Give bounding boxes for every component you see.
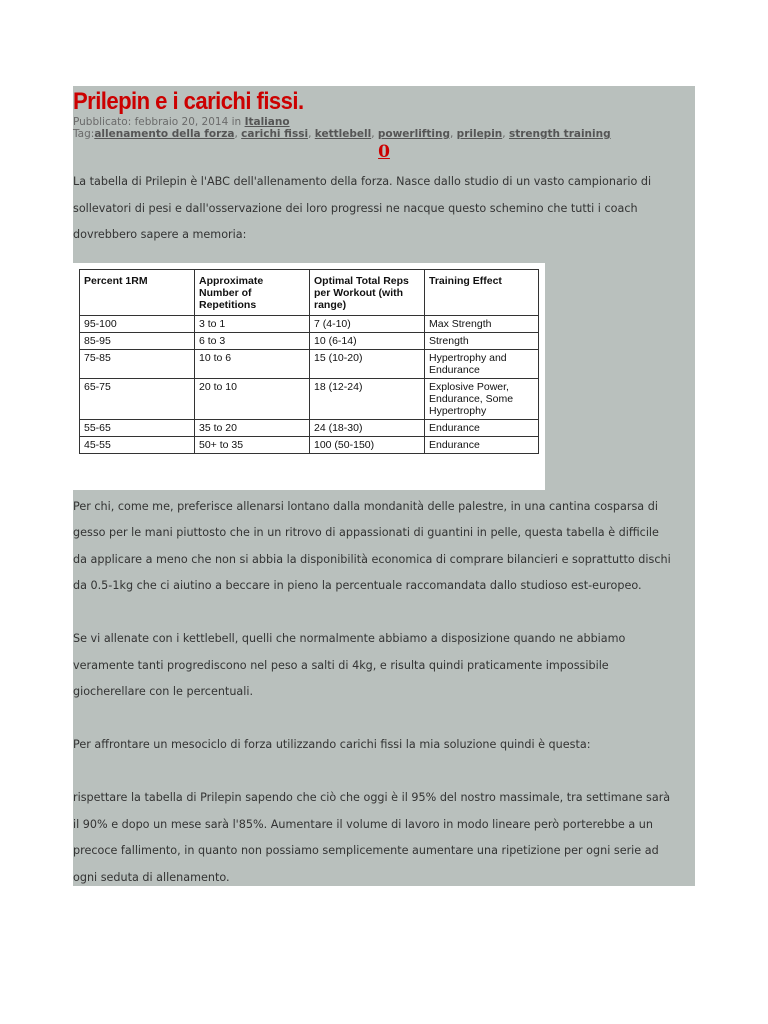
- table-cell: Explosive Power, Endurance, Some Hypertrophy: [425, 378, 539, 419]
- table-header-cell: Percent 1RM: [80, 269, 195, 315]
- paragraph-line: ogni seduta di allenamento.: [73, 870, 230, 884]
- published-date: febbraio 20, 2014: [134, 116, 229, 128]
- paragraph-line: Per affrontare un mesociclo di forza utilizzando carichi fissi la mia soluzione quindi è questa:: [73, 738, 591, 751]
- paragraph-gym: [73, 494, 695, 600]
- table-row: [80, 419, 539, 436]
- table-header-row: [80, 269, 539, 315]
- category-link[interactable]: Italiano: [244, 116, 290, 128]
- paragraph-line: Per chi, come me, preferisce allenarsi lontano dalla mondanità delle palestre, in una cantina cosparsa di: [73, 499, 658, 513]
- article: [73, 88, 695, 891]
- table-header-cell: Optimal Total Reps per Workout (with range): [310, 269, 425, 315]
- table-cell: 18 (12-24): [310, 378, 425, 419]
- paragraph-line: il 90% e dopo un mese sarà l'85%. Aumentare il volume di lavoro in modo lineare però porterebbe a un: [73, 817, 653, 831]
- published-in: in: [231, 116, 242, 128]
- table-row: [80, 436, 539, 453]
- post-published-line: [73, 116, 695, 128]
- tag-link[interactable]: allenamento della forza: [94, 128, 235, 140]
- table-cell: 6 to 3: [195, 332, 310, 349]
- table-cell: Hypertrophy and Endurance: [425, 349, 539, 378]
- paragraph-line: gesso per le mani piuttosto che in un ritrovo di appassionati di guantini in pelle, questa tabella è difficile: [73, 526, 659, 539]
- table-cell: Endurance: [425, 436, 539, 453]
- published-label: Pubblicato:: [73, 116, 132, 128]
- tag-link[interactable]: powerlifting: [377, 128, 450, 140]
- table-cell: 24 (18-30): [310, 419, 425, 436]
- table-cell: 15 (10-20): [310, 349, 425, 378]
- paragraph-solution-intro: [73, 732, 695, 759]
- table-row: [80, 349, 539, 378]
- table-cell: 10 (6-14): [310, 332, 425, 349]
- table-cell: 75-85: [80, 349, 195, 378]
- paragraph-line: da applicare a meno che non si abbia la disponibilità economica di comprare bilancieri e soprattutto dischi: [73, 552, 671, 566]
- paragraph-line: precoce fallimento, in quanto non possiamo semplicemente aumentare una ripetizione per ogni serie ad: [73, 844, 659, 857]
- table-cell: Max Strength: [425, 315, 539, 332]
- tags-label: Tag:: [73, 128, 95, 140]
- table-cell: Endurance: [425, 419, 539, 436]
- prilepin-table: [79, 269, 539, 454]
- table-cell: 35 to 20: [195, 419, 310, 436]
- table-cell: 20 to 10: [195, 378, 310, 419]
- prilepin-table-image: [73, 263, 545, 490]
- paragraph-line: veramente tanti progrediscono nel peso a salti di 4kg, e risulta quindi praticamente impossibile: [73, 658, 609, 672]
- table-row: [80, 378, 539, 419]
- paragraph-line: La tabella di Prilepin è l'ABC dell'allenamento della forza. Nasce dallo studio di un vasto campionario di: [73, 175, 652, 188]
- paragraph-line: dovrebbero sapere a memoria:: [73, 228, 247, 241]
- paragraph-line: Se vi allenate con i kettlebell, quelli che normalmente abbiamo a disposizione quando ne abbiamo: [73, 632, 626, 645]
- table-row: [80, 315, 539, 332]
- tag-link[interactable]: prilepin: [456, 128, 503, 140]
- paragraph-line: rispettare la tabella di Prilepin sapendo che ciò che oggi è il 95% del nostro massimale, tra settimane sarà: [73, 791, 671, 804]
- paragraph-line: da 0.5-1kg che ci aiutino a beccare in pieno la percentuale raccomandata dallo studioso est-europeo.: [73, 579, 642, 592]
- table-cell: 65-75: [80, 378, 195, 419]
- paragraph-line: sollevatori di pesi e dall'osservazione dei loro progressi ne nacque questo schemino che tutti i coach: [73, 201, 638, 215]
- table-cell: 10 to 6: [195, 349, 310, 378]
- table-cell: 55-65: [80, 419, 195, 436]
- comment-count-link[interactable]: 0: [378, 142, 390, 162]
- table-cell: 3 to 1: [195, 315, 310, 332]
- table-cell: Strength: [425, 332, 539, 349]
- post-tags-line: Tag:allenamento della forza, carichi fissi, kettlebell, powerlifting, prilepin, strength training: [73, 128, 611, 140]
- paragraph-line: giocherellare con le percentuali.: [73, 685, 254, 698]
- paragraph-intro: [73, 169, 695, 249]
- paragraph-solution: [73, 785, 695, 891]
- tag-link[interactable]: carichi fissi: [241, 128, 309, 140]
- tag-link[interactable]: kettlebell: [314, 128, 372, 140]
- table-cell: 95-100: [80, 315, 195, 332]
- table-cell: 45-55: [80, 436, 195, 453]
- table-header-cell: Training Effect: [425, 269, 539, 315]
- table-cell: 100 (50-150): [310, 436, 425, 453]
- post-title[interactable]: Prilepin e i carichi fissi.: [73, 88, 304, 115]
- table-cell: 7 (4-10): [310, 315, 425, 332]
- table-header-cell: Approximate Number of Repetitions: [195, 269, 310, 315]
- table-cell: 50+ to 35: [195, 436, 310, 453]
- comment-count: [73, 142, 695, 162]
- tag-link[interactable]: strength training: [508, 128, 611, 140]
- table-row: [80, 332, 539, 349]
- paragraph-kettlebell: [73, 626, 695, 706]
- table-cell: 85-95: [80, 332, 195, 349]
